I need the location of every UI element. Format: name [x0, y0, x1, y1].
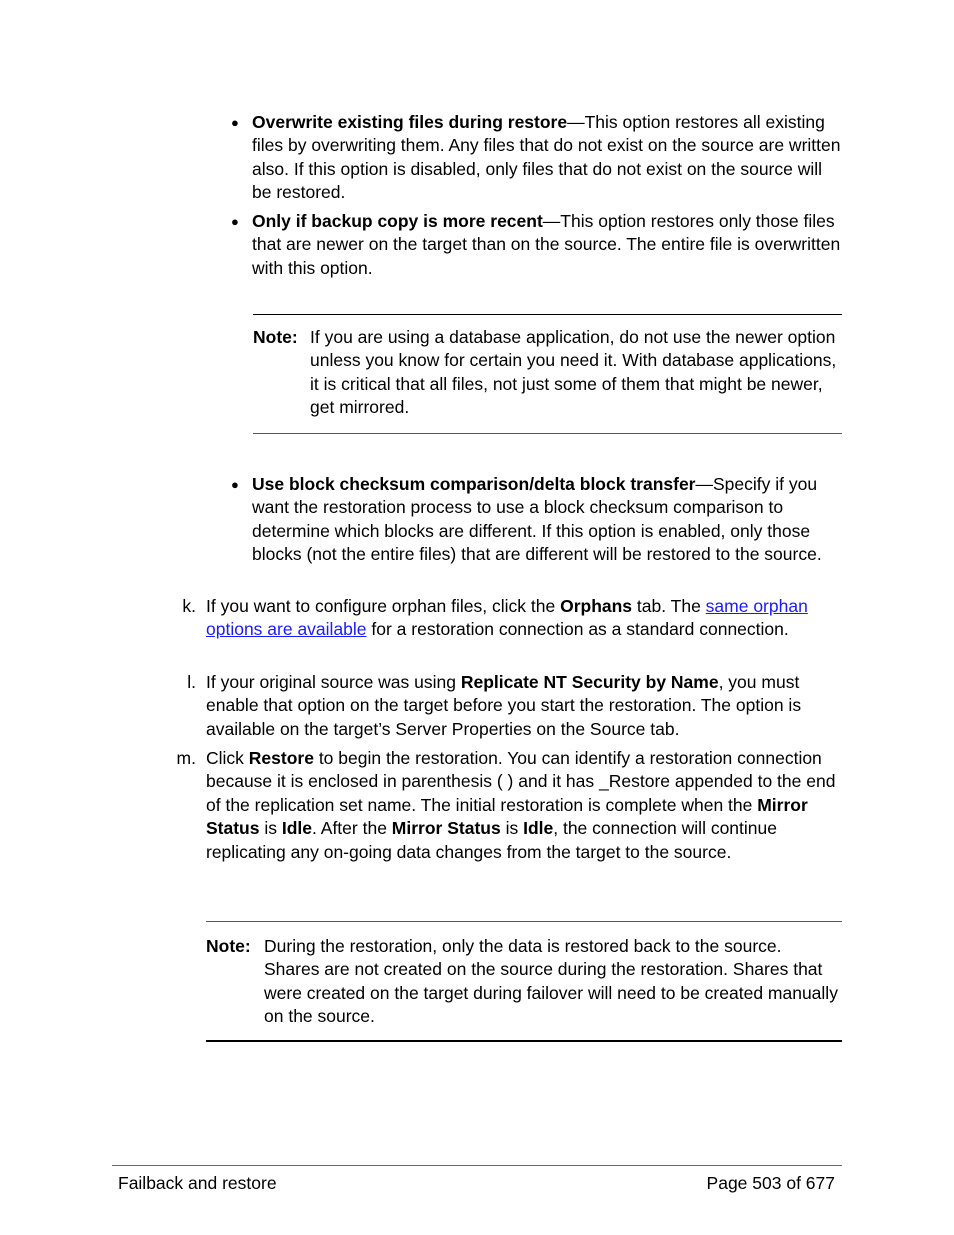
text-run: to begin the restoration. You can identify a restoration connection because it is enclosed in parenthesis ( ) and it has _Restore appended to the end of the replication set name. The initial restoration is complete when the [206, 748, 836, 815]
bullet-dot-icon: ● [231, 115, 239, 130]
text-run: is [259, 818, 282, 839]
step-m-restore [176, 747, 842, 864]
step-l-nt-security [187, 671, 842, 741]
text-run: , the connection will continue replicating any on-going data changes from the target to the source. [206, 818, 777, 862]
step-marker: m. [176, 748, 196, 768]
bullet-description: —This option restores only those files that are newer on the target than on the source. The entire file is overwritten with this option. [252, 211, 841, 278]
bullet-title: Only if backup copy is more recent [252, 211, 543, 231]
step-text [206, 595, 842, 642]
bullet-title: Use block checksum comparison/delta block transfer [252, 474, 696, 494]
footer-page-number: Page 503 of 677 [706, 1173, 835, 1193]
bullet-description: —Specify if you want the restoration process to use a block checksum comparison to determine which blocks are different. If this option is enabled, only those blocks (not the entire files) that are different will be restored to the source. [252, 474, 822, 565]
bullet-text [252, 473, 844, 567]
note-box-restoration [206, 921, 842, 1042]
bullet-dot-icon: ● [231, 214, 239, 229]
bullet-only-if-more-recent [231, 210, 844, 280]
text-run: , you must enable that option on the target before you start the restoration. The option is available on the target’s Server Properties on the Source tab. [206, 672, 802, 739]
text-run: tab. The [632, 596, 706, 616]
bullet-dot-icon: ● [231, 477, 239, 492]
note-box-database [253, 314, 842, 434]
bullet-description: —This option restores all existing files by overwriting them. Any files that do not exist on the source are written also. If this option is disabled, only files that do not exist on the source will be restored. [252, 112, 841, 203]
text-run: If your original source was using [206, 672, 461, 692]
bullet-text [252, 210, 844, 280]
restore-label: Restore [248, 748, 314, 768]
note-text: If you are using a database application, do not use the newer option unless you know for certain you need it. With database applications, it is critical that all files, not just some of them that might be newer, get mirrored. [310, 327, 837, 418]
text-run: Click [206, 748, 249, 768]
step-marker: k. [182, 596, 196, 616]
bullet-block-checksum [231, 473, 844, 567]
step-marker: l. [187, 672, 196, 692]
bullet-overwrite-existing-files [231, 111, 844, 205]
idle-label: Idle [523, 818, 554, 839]
orphans-tab-label: Orphans [560, 596, 633, 616]
footer-section-title: Failback and restore [118, 1173, 277, 1193]
mirror-status-label: Mirror Status [391, 818, 501, 839]
note-label: Note: [206, 936, 251, 956]
bullet-title: Overwrite existing files during restore [252, 112, 568, 132]
step-text [206, 747, 842, 864]
text-run: for a restoration connection as a standard connection. [366, 619, 789, 640]
step-text [206, 671, 842, 741]
idle-label: Idle [281, 818, 313, 839]
note-label: Note: [253, 327, 298, 347]
text-run: is [500, 818, 524, 839]
text-run: . After the [312, 818, 392, 839]
bullet-text [252, 111, 844, 205]
replicate-nt-security-label: Replicate NT Security by Name [460, 672, 719, 692]
same-orphan-options-link[interactable]: same orphan options are available [206, 596, 808, 640]
note-text: During the restoration, only the data is restored back to the source. Shares are not created on the source during the restoration. Shares that were created on the target during failover will need to be created manually on the source. [264, 936, 838, 1027]
text-run: If you want to configure orphan files, click the [206, 596, 561, 616]
mirror-status-label: Mirror Status [206, 794, 808, 839]
footer-divider [112, 1165, 842, 1166]
step-k-orphans [182, 595, 842, 642]
